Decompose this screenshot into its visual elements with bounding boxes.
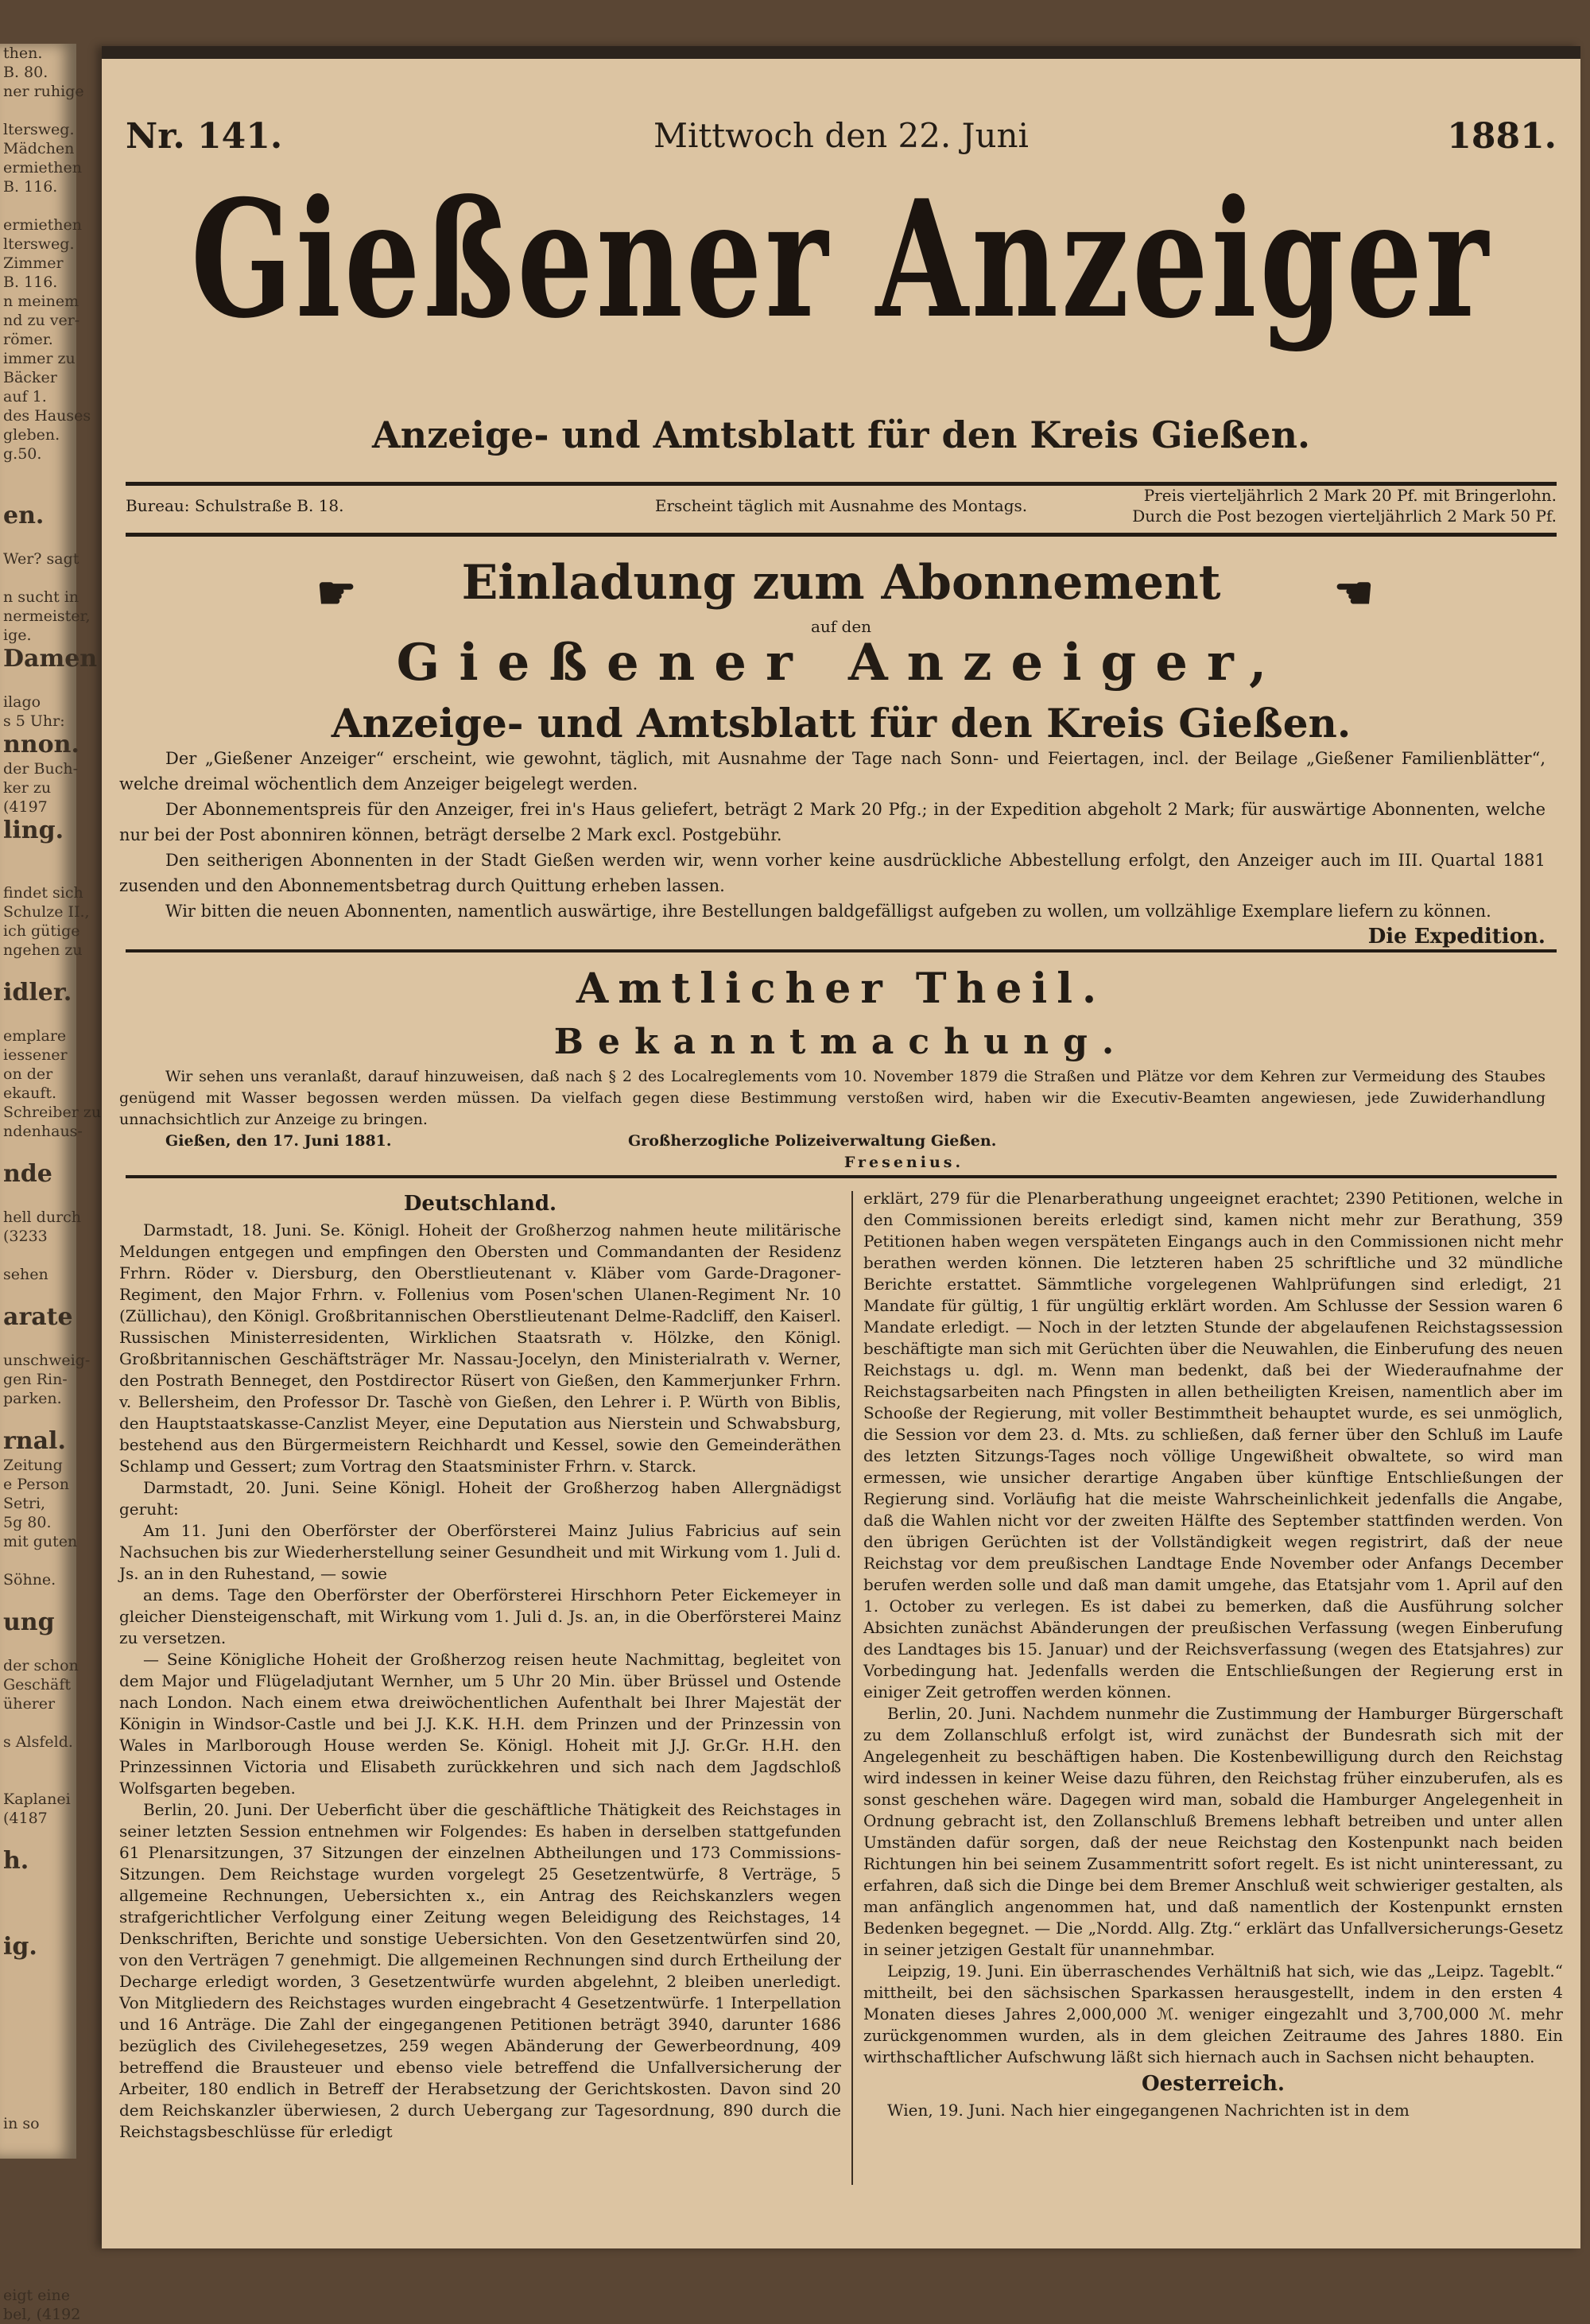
strip-text-line — [0, 483, 76, 502]
strip-text-line — [0, 1332, 76, 1351]
strip-text-line: B. 116. — [3, 274, 58, 291]
rule — [126, 949, 1557, 952]
expedition-signature: Die Expedition. — [1367, 925, 1545, 949]
strip-text-line — [0, 2171, 76, 2190]
strip-text-line — [0, 1141, 76, 1160]
strip-text-line — [0, 101, 76, 120]
strip-text-line: 5g 80. — [3, 1514, 52, 1531]
strip-text-line: nde — [3, 1160, 52, 1188]
strip-text-line: ngehen zu — [3, 941, 83, 959]
strip-text-line — [0, 1981, 76, 2000]
strip-text-line: Mädchen — [3, 140, 75, 157]
strip-text-line: emplare — [3, 1027, 67, 1045]
strip-text-line: e Person — [3, 1476, 69, 1493]
left-column — [119, 1188, 841, 2143]
announcement-heading: Bekanntmachung. — [553, 1022, 1129, 1062]
strip-text-line: on der — [3, 1065, 53, 1083]
announcement-place-date: Gießen, den 17. Juni 1881. — [165, 1132, 392, 1150]
invitation-paragraph: Der „Gießener Anzeiger“ erscheint, wie gewohnt, täglich, mit Ausnahme der Tage nach Sonn- und Feiertagen, incl. der Beilage „Gießener Familienblätter“, welche dreimal wöchentlich dem Anzeiger beigelegt werden. — [119, 749, 1545, 793]
strip-text-line: bel, (4192 — [3, 2306, 81, 2323]
strip-text-line — [0, 673, 76, 693]
rule — [126, 1175, 1557, 1178]
strip-text-line: gleben. — [3, 426, 60, 444]
strip-text-line: ker zu — [3, 779, 52, 797]
strip-text-line — [0, 1961, 76, 1981]
strip-text-line — [0, 1007, 76, 1026]
strip-text-line: s Alsfeld. — [3, 1733, 73, 1751]
price-info — [1132, 485, 1557, 526]
strip-text-line — [0, 464, 76, 483]
strip-text-line — [0, 2133, 76, 2152]
strip-text-line: eigt eine — [3, 2287, 70, 2304]
strip-text-line — [0, 2057, 76, 2076]
invitation-text — [119, 746, 1545, 949]
strip-text-line: ung — [3, 1608, 55, 1636]
strip-text-line: Zeitung — [3, 1457, 63, 1474]
invitation-paragraph: Wir bitten die neuen Abonnenten, namentlich auswärtige, ihre Bestellungen baldgefälligst aufgeben zu wollen, um vollzählige Exemplare liefern zu können. — [165, 902, 1491, 921]
strip-text-line: idler. — [3, 979, 72, 1007]
strip-text-line: der Buch- — [3, 760, 79, 778]
strip-text-line: auf 1. — [3, 388, 47, 405]
strip-text-line: ige. — [3, 627, 32, 644]
strip-text-line: nd zu ver- — [3, 312, 80, 329]
strip-text-line: then. — [3, 45, 43, 62]
strip-text-line: der schon — [3, 1657, 79, 1674]
strip-text-line: Schulze II., — [3, 903, 90, 921]
strip-text-line — [0, 1771, 76, 1790]
strip-text-line: Söhne. — [3, 1571, 56, 1589]
strip-text-line: g.50. — [3, 445, 42, 463]
strip-text-line — [0, 530, 76, 549]
strip-text-line — [0, 1551, 76, 1570]
strip-text-line — [0, 2000, 76, 2019]
strip-text-line — [0, 2248, 76, 2267]
strip-text-line — [0, 1876, 76, 1895]
strip-text-line — [0, 1752, 76, 1771]
strip-text-line — [0, 2229, 76, 2248]
issue-year: 1881. — [1447, 116, 1557, 157]
strip-text-line: ermiethen — [3, 159, 83, 177]
strip-text-line — [0, 1408, 76, 1427]
article-paragraph: Darmstadt, 18. Juni. Se. Königl. Hoheit der Großherzog nahmen heute militärische Meldungen entgegen und empfingen den Obersten und Commandanten der Residenz Frhrn. Röder v. Diersburg, den Oberstlieutenant v. Kläber vom Garde-Dragoner-Regiment, den Major Frhrn. v. Follenius vom Posen'schen Ulanen-Regiment Nr. 10 (Züllichau), den Königl. Großbritannischen Oberstlieutenant Delme-Radcliff, den Kaiserl. Russischen Ministerresidenten, Wirklichen Staatsrath v. Hölzke, den Königl. Großbritannischen Geschäftsträger Mr. Nassau-Jocelyn, den Ministerialrath v. Werner, den Postrath Benneget, den Postdirector Rüsert von Gießen, den Kammerjunker Frhrn. v. Bellersheim, den Professor Dr. Taschè von Gießen, den Lehrer i. P. Würth von Biblis, den Hauptstaatskasse-Canzlist Meyer, eine Deputation aus Nierstein und Schwabsburg, bestehend aus den Bürgermeistern Reichhardt und Kessel, sowie den Gemeinderäthen Schlamp und Gessert; zum Vortrag den Staatsminister Frhrn. v. Starck. — [119, 1220, 841, 1476]
strip-text-line: nermeister, — [3, 607, 91, 625]
strip-text-line: findet sich — [3, 884, 83, 902]
strip-text-line: sehen — [3, 1266, 48, 1283]
article-paragraph: — Seine Königliche Hoheit der Großherzog reisen heute Nachmittag, begleitet von dem Major und Flügeladjutant Wernher, um 5 Uhr 20 Min. über Brüssel und Ostende nach London. Nach einem etwa dreiwöchentlichen Aufenthalt bei Ihrer Majestät der Königin in Windsor-Castle und bei J.J. K.K. H.H. dem Prinzen und der Prinzessin von Wales in Marlborough House werden Se. Königl. Hoheit mit J.J. Gr.Gr. H.H. den Prinzessinnen Victoria und Elisabeth zurückkehren und sich nach dem Jagdschloß Wolfsgarten begeben. — [119, 1650, 841, 1798]
strip-text-line: Geschäft — [3, 1676, 72, 1694]
strip-text-line — [0, 2019, 76, 2038]
strip-text-line: Wer? sagt — [3, 550, 80, 568]
strip-text-line — [0, 864, 76, 883]
info-bar — [126, 485, 1557, 533]
announcement-footer — [119, 1131, 1545, 1152]
article-paragraph: Leipzig, 19. Juni. Ein überraschendes Verhältniß hat sich, wie das „Leipz. Tageblt.“ mittheilt, bei den sächsischen Sparkassen herausgestellt, indem in den ersten 4 Monaten dieses Jahres 2,000,000 ℳ. weniger eingezahlt und 3,700,000 ℳ. mehr zurückgenommen wurden, als in dem gleichen Zeitraume des Jahres 1880. Ein wirthschaftlicher Aufschwung läßt sich hiernach auch in Sachsen nicht behaupten. — [863, 1961, 1563, 2066]
newspaper-page — [102, 46, 1580, 2248]
adjacent-page-strip — [0, 44, 102, 2323]
strip-text-line — [0, 1637, 76, 1656]
article-paragraph: Wien, 19. Juni. Nach hier eingegangenen Nachrichten ist in dem — [887, 2101, 1410, 2120]
strip-text-line: gen Rin- — [3, 1371, 68, 1388]
strip-text-line: ltersweg. — [3, 121, 75, 138]
strip-text-line: mit guten — [3, 1533, 78, 1550]
auf-den: auf den — [810, 617, 872, 636]
strip-text-line — [0, 1189, 76, 1208]
issue-date: Mittwoch den 22. Juni — [653, 116, 1029, 155]
strip-text-line — [0, 2038, 76, 2057]
article-paragraph: Berlin, 20. Juni. Nachdem nunmehr die Zustimmung der Hamburger Bürgerschaft zu dem Zollanschluß erfolgt ist, wird zunächst der Bundesrath sich mit der Angelegenheit zu beschäftigen haben. Die Kostenbewilligung durch den Reichstag wird indessen in keiner Weise dazu führen, den Reichstag früher einzuberufen, als es sonst geschehen wäre. Dagegen wird man, sobald die Hamburger Angelegenheit in Ordnung gebracht ist, den Zollanschluß Bremens lebhaft betreiben und unter allen Umständen dafür sorgen, daß der neue Reichstag den Kostenpunkt nach beiden Richtungen hin bei seinem Zusammentritt sofort regelt. Es ist nicht uninteressant, zu erfahren, daß sich die Dinge bei dem Bremer Anschluß weit schwieriger gestalten, als man anfänglich angenommen hat, und daß namentlich der Kostenpunkt ernsten Bedenken begegnet. — Die „Nordd. Allg. Ztg.“ erklärt das Unfallversicherungs-Gesetz in seiner jetzigen Gestalt für unannehmbar. — [863, 1704, 1563, 1959]
article-paragraph: Am 11. Juni den Oberförster der Oberförsterei Mainz Julius Fabricius auf sein Nachsuchen bis zur Wiederherstellung seiner Gesundheit und mit Wirkung vom 1. Juli d. Js. an in den Ruhestand, — sowie — [119, 1521, 841, 1583]
strip-text-line: (3233 — [3, 1228, 48, 1245]
strip-text-line: Damen — [3, 645, 98, 673]
strip-text-line — [0, 2210, 76, 2229]
strip-text-line: Schreiber zu — [3, 1104, 102, 1121]
strip-text-line: n meinem — [3, 293, 80, 310]
strip-text-line: ermiethen — [3, 216, 83, 234]
strip-text-line: des Hauses — [3, 407, 91, 425]
pointing-hand-left-icon: ☚ — [1333, 567, 1374, 619]
strip-text-line: (4187 — [3, 1810, 48, 1827]
strip-text-line — [0, 1914, 76, 1933]
strip-text-line: Kaplanei — [3, 1791, 71, 1808]
strip-text-line: B. 116. — [3, 178, 58, 196]
strip-text-line: hell durch — [3, 1209, 82, 1226]
strip-text-line: ekauft. — [3, 1084, 57, 1102]
invitation-paper-subtitle: Anzeige- und Amtsblatt für den Kreis Gießen. — [331, 700, 1352, 747]
strip-text-line: üherer — [3, 1695, 56, 1713]
strip-text-line: Setri, — [3, 1495, 46, 1512]
article-paragraph: Berlin, 20. Juni. Der Ueberficht über die geschäftliche Thätigkeit des Reichstages in seiner letzten Session entnehmen wir Folgendes: Es haben in derselben stattgefunden 61 Plenarsitzungen, 37 Sitzungen der einzelnen Abtheilungen und 173 Commissions-Sitzungen. Dem Reichstage wurden vorgelegt 25 Gesetzentwürfe, 8 Verträge, 5 allgemeine Rechnungen, Uebersichten x., ein Antrag des Reichskanzlers wegen strafgerichtlicher Verfolgung einer Zeitung wegen Beleidigung des Reichstages, 14 Denkschriften, Berichte und sonstige Uebersichten. Von den Gesetzentwürfen sind 20, von den Verträgen 7 genehmigt. Die allgemeinen Rechnungen sind durch Ertheilung der Decharge erledigt worden, 3 Gesetzentwürfe wurden abgelehnt, 2 bleiben unerledigt. Von Mitgliedern des Reichstages wurden eingebracht 4 Gesetzentwürfe. 1 Interpellation und 16 Anträge. Die Zahl der eingegangenen Petitionen beträgt 3940, darunter 1686 bezüglich des Civilehegesetzes, 259 wegen Abänderung der Gewerbeordnung, 409 betreffend die Brausteuer und ebenso viele betreffend die Unfallversicherung der Arbeiter, 180 endlich in Betreff der Herabsetzung der Gerichtskosten. Davon sind 20 dem Reichskanzler überwiesen, 2 durch Uebergang zur Tagesordnung, 890 durch die Reichstagsbeschlüsse für erledigt — [119, 1800, 841, 2141]
strip-text-line: Bäcker — [3, 369, 57, 386]
strip-text-line: parken. — [3, 1390, 62, 1407]
publication-schedule: Erscheint täglich mit Ausnahme des Montags. — [654, 496, 1028, 515]
strip-text-line — [0, 2190, 76, 2210]
strip-text-line: in so — [3, 2115, 40, 2132]
strip-text-line: unschweig- — [3, 1352, 91, 1369]
strip-text-line: ig. — [3, 1933, 37, 1961]
strip-text-line: nnon. — [3, 731, 80, 759]
strip-text-line: ich gütige — [3, 922, 80, 940]
price-line-1: Preis vierteljährlich 2 Mark 20 Pf. mit Bringerlohn. — [1143, 486, 1557, 505]
strip-text-line: en. — [3, 502, 45, 530]
page-top-edge — [102, 46, 1580, 59]
strip-text-line — [0, 1246, 76, 1265]
strip-text-line: ner ruhige — [3, 83, 84, 100]
price-line-2: Durch die Post bezogen vierteljährlich 2 Mark 50 Pf. — [1132, 506, 1557, 526]
strip-text-line — [0, 2076, 76, 2095]
official-section-heading: Amtlicher Theil. — [576, 964, 1107, 1013]
strip-text-line — [0, 1589, 76, 1608]
strip-text-line: ling. — [3, 817, 64, 844]
article-paragraph: Darmstadt, 20. Juni. Seine Königl. Hoheit der Großherzog haben Allergnädigst geruht: — [119, 1478, 841, 1519]
right-column — [863, 1188, 1563, 2121]
strip-text-line: Zimmer — [3, 254, 64, 272]
invitation-paragraph: Der Abonnementspreis für den Anzeiger, frei in's Haus geliefert, beträgt 2 Mark 20 Pfg.; in der Expedition abgeholt 2 Mark; für auswärtige Abonnenten, welche nur bei der Post abonniren können, beträgt derselbe 2 Mark excl. Postgebühr. — [119, 800, 1545, 844]
strip-text-line — [0, 2152, 76, 2171]
column-divider — [851, 1191, 853, 2185]
strip-text-line — [0, 196, 76, 215]
strip-text-line — [0, 1895, 76, 1914]
strip-text-line — [0, 568, 76, 588]
newspaper-subtitle: Anzeige- und Amtsblatt für den Kreis Gießen. — [371, 413, 1310, 456]
invitation-heading: Einladung zum Abonnement — [461, 555, 1221, 611]
strip-text-line — [0, 1828, 76, 1847]
newspaper-title: Gießener Anzeiger — [190, 165, 1492, 355]
strip-text-line: s 5 Uhr: — [3, 712, 65, 730]
strip-text-line: arate — [3, 1303, 73, 1331]
strip-text-line: n sucht in — [3, 588, 80, 606]
strip-text-line: iessener — [3, 1046, 68, 1064]
issue-number: Nr. 141. — [126, 116, 283, 157]
strip-text-line — [0, 1713, 76, 1732]
masthead-row — [126, 116, 1557, 164]
invitation-paragraph: Den seitherigen Abonnenten in der Stadt Gießen werden wir, wenn vorher keine ausdrückliche Abbestellung erfolgt, den Anzeiger auch im III. Quartal 1881 zusenden und den Abonnementsbetrag durch Quittung erheben lassen. — [119, 851, 1545, 895]
announcement-body: Wir sehen uns veranlaßt, darauf hinzuweisen, daß nach § 2 des Localreglements vom 10. November 1879 die Straßen und Plätze vor dem Kehren zur Vermeidung des Staubes genügend mit Wasser begossen werden müssen. Da vielfach gegen diese Bestimmung verstoßen wird, haben wir die Executiv-Beamten angewiesen, jede Zuwiderhandlung unnachsichtlich zur Anzeige zu bringen. — [119, 1068, 1545, 1128]
section-heading-deutschland: Deutschland. — [403, 1192, 557, 1216]
announcement-text — [119, 1066, 1545, 1174]
article-paragraph: erklärt, 279 für die Plenarberathung ungeeignet erachtet; 2390 Petitionen, welche in den Commissionen bereits erledigt sind, kamen nicht mehr zur Berathung, 359 Petitionen haben wegen verspäteten Eingangs auch in den Commissionen nicht mehr berathen werden können. Die letzteren haben 25 schriftliche und 32 mündliche Berichte erstattet. Sämmtliche vorgelegenen Wahlprüfungen sind erledigt, 21 Mandate für gültig, 1 für ungültig erklärt worden. Am Schlusse der Session waren 6 Mandate erledigt. — Noch in der letzten Stunde der abgelaufenen Reichstagssession beschäftigte man sich mit Gerüchten über die Neuwahlen, die Einberufung des neuen Reichstags u. dgl. m. Wenn man bedenkt, daß bei der Wiederaufnahme der Reichstagsarbeiten nach Pfingsten in allen betheiligten Kreisen, namentlich aber im Schooße der Regierung, mit voller Bestimmtheit behauptet wurde, es sei unmöglich, die Session vor dem 23. d. Mts. zu schließen, daß ferner über den Schluß im Laufe des letzten Sitzungs-Tages noch völlige Ungewißheit obwaltete, so wird man ermessen, wie unsicher derartige Angaben über künftige Entschließungen der Regierung sind. Vorläufig hat die meiste Wahrscheinlichkeit jedenfalls die Angabe, daß die Wahlen nicht vor der zweiten Hälfte des September stattfinden werden. Von den übrigen Gerüchten ist der Vollständigkeit wegen registrirt, daß der neue Reichstag vor dem preußischen Landtage Ende November oder Anfangs December berufen werden solle und daß man damit umgehe, das Etatsjahr vom 1. April auf den 1. October zu verlegen. Es ist dabei zu bemerken, daß die Ausführung solcher Absichten zunächst Abänderungen der preußischen Verfassung (wegen Einberufung des Landtages bis 15. Januar) und der Reichsverfassung (wegen des Etatsjahres) zur Vorbedingung hat. Jedenfalls werden die Entschließungen der Regierung erst in einiger Zeit getroffen werden können. — [863, 1189, 1563, 1701]
strip-text-line: (4197 — [3, 798, 48, 816]
strip-text-line — [0, 960, 76, 979]
invitation-paper-name: Gießener Anzeiger, — [396, 633, 1286, 693]
strip-text-line: h. — [3, 1847, 29, 1875]
pointing-hand-right-icon: ☛ — [316, 567, 357, 619]
strip-text-line — [0, 2267, 76, 2286]
strip-text-line: ndenhaus- — [3, 1123, 83, 1140]
article-paragraph: an dems. Tage den Oberförster der Oberförsterei Hirschhorn Peter Eickemeyer in gleicher Diensteigenschaft, mit Wirkung vom 1. Juli d. Js. an, in die Oberförsterei Mainz zu versetzen. — [119, 1585, 841, 1647]
section-heading-oesterreich: Oesterreich. — [1142, 2072, 1285, 2096]
announcement-signer: Fresenius. — [843, 1154, 964, 1171]
strip-text-line: rnal. — [3, 1427, 66, 1455]
strip-text-line: ltersweg. — [3, 235, 75, 253]
strip-text-line: römer. — [3, 331, 53, 348]
strip-text-line: immer zu — [3, 350, 76, 367]
strip-text-line: ilago — [3, 693, 41, 711]
strip-text-line — [0, 1284, 76, 1303]
strip-text-line — [0, 845, 76, 864]
strip-text-line — [0, 2095, 76, 2114]
strip-text-line: B. 80. — [3, 64, 48, 81]
rule — [126, 533, 1557, 537]
bureau-address: Bureau: Schulstraße B. 18. — [126, 496, 344, 515]
announcement-authority: Großherzogliche Polizeiverwaltung Gießen. — [628, 1132, 997, 1150]
